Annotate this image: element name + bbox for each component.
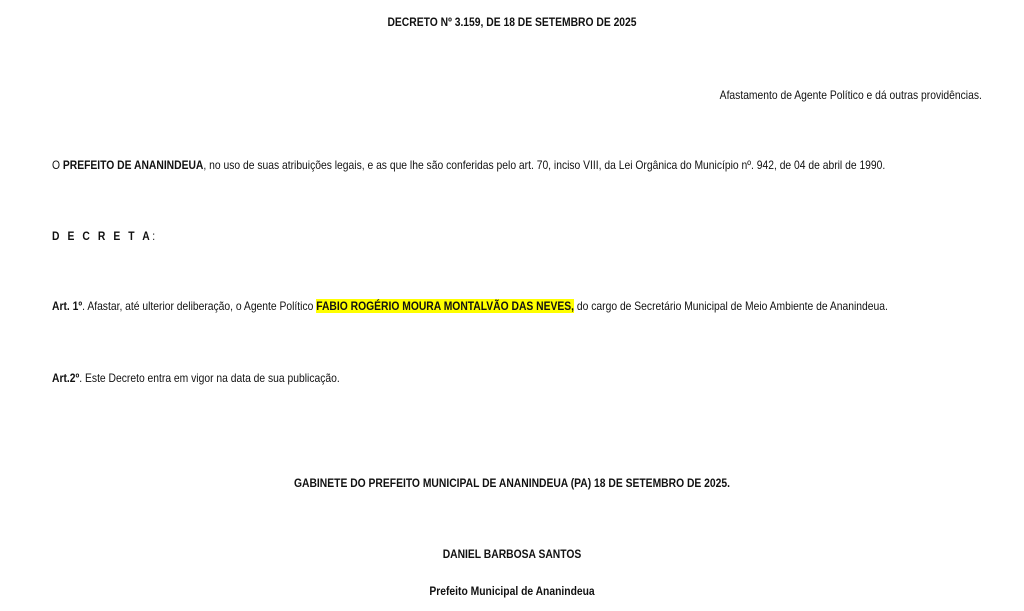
decreta-heading (52, 228, 155, 244)
signer-name: DANIEL BARBOSA SANTOS (442, 547, 582, 561)
article-1-label: Art. 1º (52, 299, 83, 313)
preamble-text: , no uso de suas atribuições legais, e as que lhe são conferidas pelo art. 70, inciso VIII, da Lei Orgânica do Município nº. 942, de 04 de abril de 1990. (203, 158, 886, 172)
article-2-text: . Este Decreto entra em vigor na data de sua publicação. (79, 371, 340, 385)
preamble-paragraph (52, 157, 885, 173)
decreta-colon: : (152, 229, 156, 243)
article-1-text-before: . Afastar, até ulterior deliberação, o Agente Político (82, 299, 317, 313)
decree-ementa: Afastamento de Agente Político e dá outras providências. (719, 88, 982, 102)
article-2-label: Art.2º (52, 371, 80, 385)
preamble-prefix: O (52, 158, 63, 172)
decreta-word: D E C R E T A (52, 229, 153, 243)
preamble-authority: PREFEITO DE ANANINDEUA (62, 158, 204, 172)
article-1-text-after: do cargo de Secretário Municipal de Meio Ambiente de Ananindeua. (574, 299, 888, 313)
article-1 (52, 298, 888, 314)
signer-title: Prefeito Municipal de Ananindeua (429, 584, 595, 598)
closing-place-date: GABINETE DO PREFEITO MUNICIPAL DE ANANINDEUA (PA) 18 DE SETEMBRO DE 2025. (294, 476, 730, 490)
article-1-agent-name: FABIO ROGÉRIO MOURA MONTALVÃO DAS NEVES, (316, 299, 575, 313)
article-2 (52, 370, 340, 386)
decree-title: DECRETO Nº 3.159, DE 18 DE SETEMBRO DE 2025 (387, 15, 637, 29)
